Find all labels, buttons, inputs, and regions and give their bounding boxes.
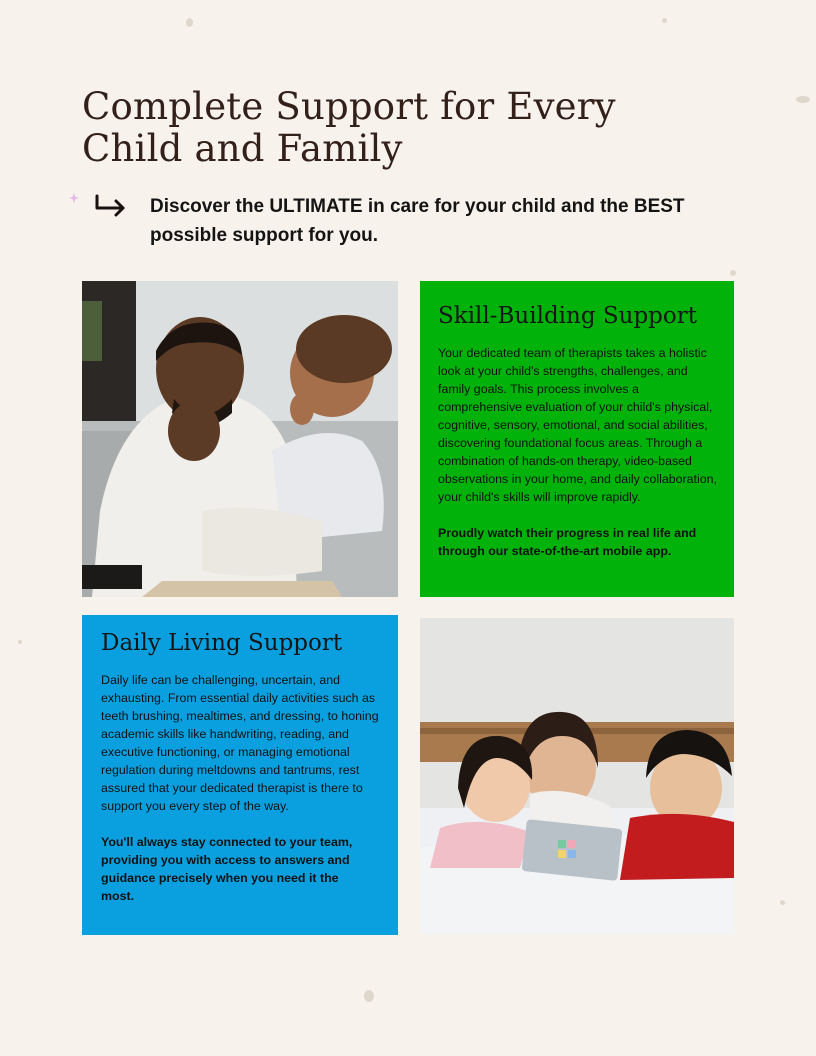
background-speck	[780, 900, 785, 905]
subtitle: Discover the ULTIMATE in care for your child and the BEST possible support for you.	[150, 196, 685, 246]
skill-building-panel	[420, 281, 734, 597]
background-speck	[18, 640, 22, 644]
return-arrow-icon	[68, 190, 132, 222]
skill-building-body: Your dedicated team of therapists takes a holistic look at your child's strengths, challenges, and family goals. This process involves a comprehensive evaluation of your child's physical, cognitive, sensory, emotional, and social abilities, discovering foundational focus areas. Through a combination of hands-on therapy, video-based observations in your home, and daily collaboration, your child's skills will improve rapidly.	[438, 346, 717, 504]
background-speck	[364, 990, 374, 1002]
skill-building-heading: Skill-Building Support	[438, 303, 697, 329]
background-speck	[730, 270, 736, 276]
background-speck	[186, 18, 193, 27]
page-title	[82, 86, 722, 170]
sparkle-icon	[69, 193, 79, 203]
photo-father-and-son	[82, 281, 398, 597]
daily-living-emphasis: You'll always stay connected to your team, providing you with access to answers and guidance precisely when you need it the most.	[101, 835, 353, 903]
daily-living-body: Daily life can be challenging, uncertain, and exhausting. From essential daily activities such as teeth brushing, mealtimes, and dressing, to honing academic skills like handwriting, reading, and executive functioning, or managing emotional regulation during meltdowns and tantrums, rest assured that your dedicated therapist is there to support you every step of the way.	[101, 673, 379, 813]
skill-building-emphasis: Proudly watch their progress in real life and through our state-of-the-art mobile app.	[438, 526, 697, 558]
background-speck	[662, 18, 667, 23]
photo-mother-and-children-tablet	[420, 618, 734, 934]
daily-living-panel	[82, 615, 398, 935]
page-title-line2: Child and Family	[82, 127, 403, 170]
background-speck	[796, 96, 810, 103]
daily-living-heading: Daily Living Support	[101, 630, 343, 656]
page-title-line1: Complete Support for Every	[82, 85, 616, 128]
